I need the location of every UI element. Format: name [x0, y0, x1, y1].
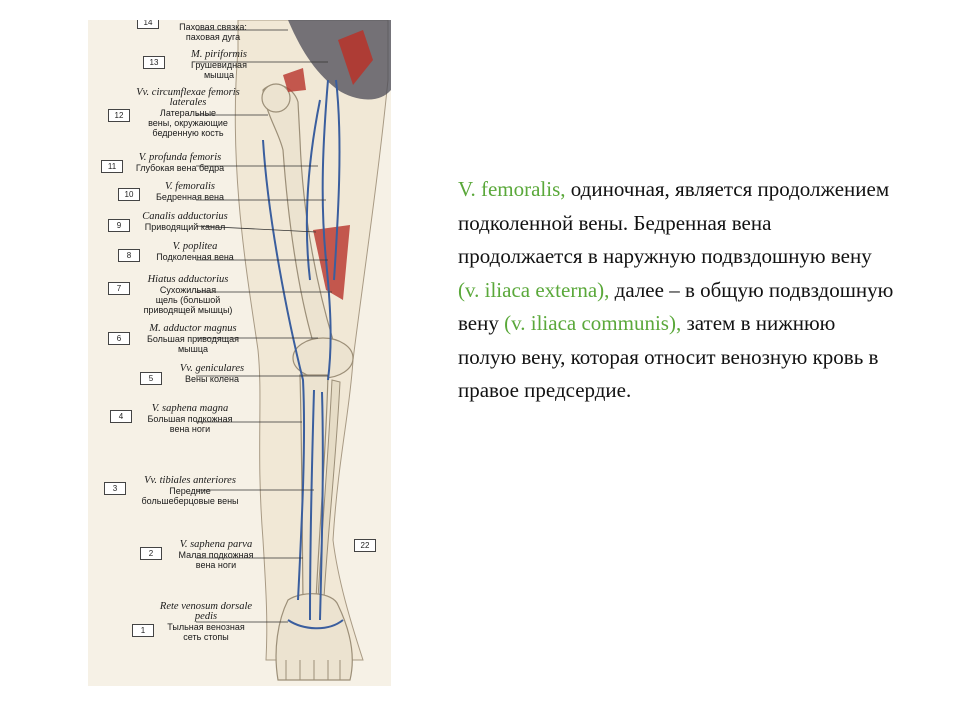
description-text: [458, 173, 898, 408]
label-rus-line: приводящей мышцы): [143, 305, 233, 315]
label-number-13: 13: [143, 56, 165, 69]
label-lat: V. profunda femoris: [138, 152, 222, 163]
text-part-1: одиночная, является продолжением подколенной вены. Бедренная вена продолжается в наружную подвздошную вену: [458, 177, 890, 268]
label-rus-line: Малая подкожная: [178, 550, 254, 560]
label-number-11: 11: [101, 160, 123, 173]
label-rus-line: Латеральные: [159, 108, 217, 118]
label-adductor-canal: [130, 212, 240, 232]
label-popliteal-vein: [140, 242, 250, 262]
label-rus-line: щель (большой: [155, 295, 221, 305]
label-rus-line: мышца: [203, 70, 235, 80]
label-lat: Canalis adductorius: [142, 211, 228, 222]
label-number-9: 9: [108, 219, 130, 232]
text-part-2: далее – в общую подвздошную вену: [458, 277, 894, 335]
label-number-10: 10: [118, 188, 140, 201]
label-lat: M. adductor magnus: [149, 323, 237, 334]
label-genicular-veins: [162, 364, 262, 384]
label-number-6: 6: [108, 332, 130, 345]
label-profunda-femoris: [124, 153, 236, 173]
label-lat: Hiatus adductorius: [147, 274, 229, 285]
label-inguinal-ligament: [158, 22, 268, 42]
label-saphena-magna: [134, 404, 246, 434]
label-rete-venosum: [158, 602, 254, 642]
label-rus-line: Глубокая вена бедра: [135, 163, 225, 173]
label-lat: M. piriformis: [190, 49, 247, 60]
label-rus-line: Приводящий канал: [144, 222, 226, 232]
label-lat: V. poplitea: [172, 241, 218, 252]
label-piriformis: [164, 50, 274, 80]
anatomy-figure: [88, 20, 391, 686]
label-adductor-hiatus: [132, 275, 244, 315]
label-rus-line: Большая приводящая: [146, 334, 240, 344]
label-number-5: 5: [140, 372, 162, 385]
label-rus-line: большеберцовые вены: [141, 496, 239, 506]
label-lat: Vv. circumflexae femoris laterales: [136, 87, 240, 108]
label-number-12: 12: [108, 109, 130, 122]
label-rus-line: Сухожильная: [159, 285, 217, 295]
label-number-3: 3: [104, 482, 126, 495]
label-rus-line: Паховая связка:: [179, 22, 247, 32]
label-adductor-magnus: [132, 324, 254, 354]
label-lat: V. saphena parva: [179, 539, 253, 550]
label-number-1: 1: [132, 624, 154, 637]
label-number-14: 14: [137, 20, 159, 29]
label-rus-line: Большая подкожная: [147, 414, 233, 424]
label-number-22: 22: [354, 539, 376, 552]
label-lat: Rete venosum dorsale pedis: [159, 601, 253, 622]
label-rus-line: Тыльная венозная: [167, 622, 245, 632]
label-number-4: 4: [110, 410, 132, 423]
label-lat: Vv. tibiales anteriores: [144, 475, 236, 486]
label-rus-line: Бедренная вена: [156, 192, 224, 202]
label-femoral-vein: [140, 182, 240, 202]
label-rus-line: Передние: [169, 486, 211, 496]
term-external-iliac: (v. iliaca externa),: [458, 277, 610, 302]
label-rus-line: Грушевидная: [191, 60, 247, 70]
label-circumflex-veins: [132, 88, 244, 138]
label-rus-line: вены, окружающие: [148, 118, 228, 128]
text-part-3: затем в нижнюю полую вену, которая относит венозную кровь в правое предсердие.: [458, 311, 879, 402]
label-lat: Vv. geniculares: [179, 363, 245, 374]
term-common-iliac: (v. iliaca communis),: [504, 311, 682, 335]
label-rus-line: сеть стопы: [183, 632, 229, 642]
label-rus-line: Подколенная вена: [156, 252, 234, 262]
label-lat: V. femoralis: [165, 181, 215, 192]
label-rus-line: вена ноги: [169, 424, 211, 434]
label-number-8: 8: [118, 249, 140, 262]
term-femoral-vein: V. femoralis,: [458, 177, 566, 201]
label-number-7: 7: [108, 282, 130, 295]
label-lat: V. saphena magna: [151, 403, 229, 414]
label-number-2: 2: [140, 547, 162, 560]
label-rus-line: бедренную кость: [152, 128, 224, 138]
label-rus-line: Вены колена: [184, 374, 240, 384]
label-rus-line: паховая дуга: [185, 32, 241, 42]
label-tibiales-anteriores: [128, 476, 252, 506]
label-rus-line: мышца: [177, 344, 209, 354]
label-rus-line: вена ноги: [195, 560, 237, 570]
label-saphena-parva: [164, 540, 268, 570]
